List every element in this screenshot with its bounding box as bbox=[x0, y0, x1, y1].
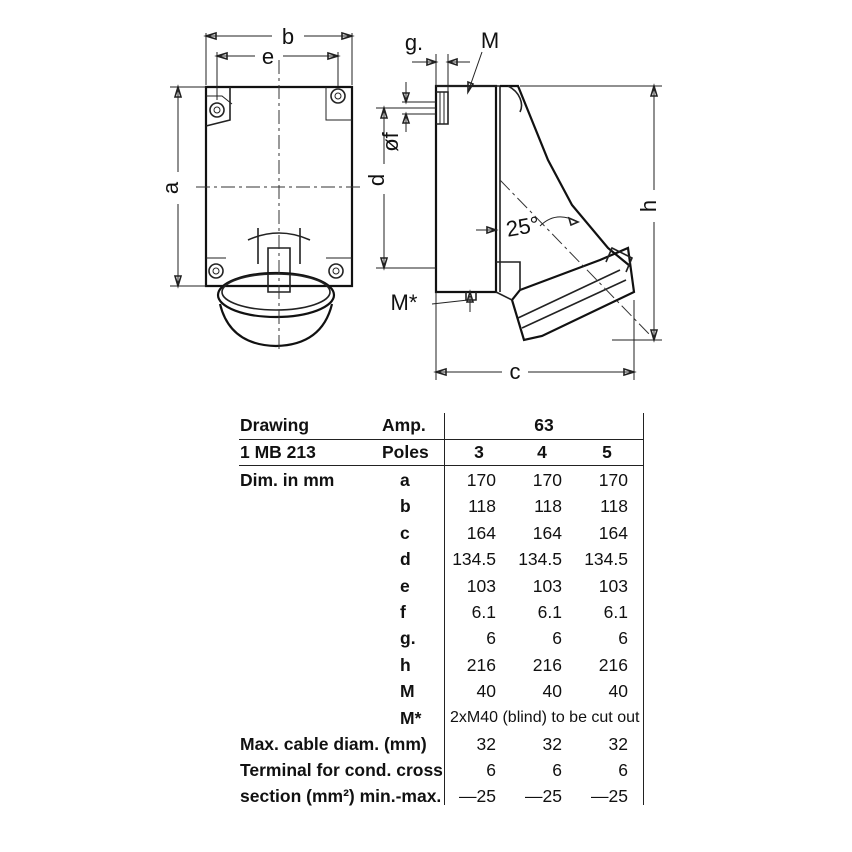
dim-value: 103 bbox=[598, 576, 628, 596]
dim-value: 170 bbox=[466, 470, 496, 490]
pole-3: 3 bbox=[474, 442, 484, 462]
dim-value: 118 bbox=[534, 496, 562, 516]
label-b: b bbox=[281, 24, 295, 49]
dim-label: Dim. in mm bbox=[240, 470, 335, 490]
table-right-rule bbox=[643, 413, 644, 805]
header-amp-value: 63 bbox=[534, 415, 554, 435]
dim-value: 216 bbox=[598, 655, 628, 675]
dim-value: 6 bbox=[618, 628, 628, 648]
dim-value: 134.5 bbox=[584, 549, 628, 569]
dim-value: 6.1 bbox=[537, 602, 562, 622]
dim-value: 164 bbox=[466, 523, 496, 543]
dim-key: h bbox=[400, 655, 411, 675]
table-vertical-rule bbox=[444, 413, 445, 805]
terminal-range-5: —25 bbox=[591, 786, 628, 806]
terminal-range-4: —25 bbox=[525, 786, 562, 806]
pole-5: 5 bbox=[602, 442, 612, 462]
header-drawing: Drawing bbox=[240, 415, 310, 435]
label-h: h bbox=[636, 199, 661, 213]
cable-value-4: 32 bbox=[542, 734, 562, 754]
dim-value: 170 bbox=[532, 470, 562, 490]
header-amp: Amp. bbox=[382, 415, 426, 435]
dim-value: 216 bbox=[532, 655, 562, 675]
cable-value-3: 32 bbox=[476, 734, 496, 754]
pole-4: 4 bbox=[537, 442, 547, 462]
label-g: g. bbox=[404, 30, 424, 55]
dim-key: g. bbox=[400, 628, 416, 648]
header-model: 1 MB 213 bbox=[240, 442, 316, 462]
dim-value: 164 bbox=[598, 523, 628, 543]
dim-value: 40 bbox=[542, 681, 562, 701]
label-e: e bbox=[261, 44, 275, 69]
mstar-key: M* bbox=[400, 708, 422, 728]
label-M: M bbox=[480, 28, 500, 53]
dim-key: d bbox=[400, 549, 411, 569]
dim-key: c bbox=[400, 523, 410, 543]
dim-value: 103 bbox=[532, 576, 562, 596]
dim-key: b bbox=[400, 496, 411, 516]
terminal-value-4: 6 bbox=[552, 760, 562, 780]
terminal-label-2: section (mm²) min.-max. bbox=[240, 786, 442, 806]
dim-value: 40 bbox=[608, 681, 628, 701]
dim-key: M bbox=[400, 681, 415, 701]
dim-value: 103 bbox=[466, 576, 496, 596]
label-d: d bbox=[364, 173, 389, 187]
label-a: a bbox=[158, 181, 183, 195]
terminal-range-3: —25 bbox=[459, 786, 496, 806]
label-c: c bbox=[509, 359, 521, 384]
dim-value: 216 bbox=[466, 655, 496, 675]
header-poles: Poles bbox=[382, 442, 429, 462]
label-f: øf bbox=[378, 132, 403, 152]
label-Mstar: M* bbox=[390, 290, 418, 315]
dim-value: 134.5 bbox=[518, 549, 562, 569]
label-angle: 25° bbox=[504, 211, 542, 242]
dim-value: 170 bbox=[598, 470, 628, 490]
terminal-value-3: 6 bbox=[486, 760, 496, 780]
dim-key: f bbox=[400, 602, 406, 622]
cable-value-5: 32 bbox=[608, 734, 628, 754]
dim-value: 6.1 bbox=[471, 602, 496, 622]
dim-value: 40 bbox=[476, 681, 496, 701]
dim-value: 6 bbox=[552, 628, 562, 648]
dim-value: 6 bbox=[486, 628, 496, 648]
dim-value: 134.5 bbox=[452, 549, 496, 569]
terminal-label-1: Terminal for cond. cross bbox=[240, 760, 443, 780]
dim-key: e bbox=[400, 576, 410, 596]
dim-value: 118 bbox=[600, 496, 628, 516]
terminal-value-5: 6 bbox=[618, 760, 628, 780]
mstar-note: 2xM40 (blind) to be cut out bbox=[450, 709, 640, 726]
dim-key: a bbox=[400, 470, 410, 490]
dim-value: 118 bbox=[468, 496, 496, 516]
dim-value: 164 bbox=[532, 523, 562, 543]
cable-label: Max. cable diam. (mm) bbox=[240, 734, 427, 754]
table-rule-2 bbox=[239, 465, 644, 466]
dim-value: 6.1 bbox=[603, 602, 628, 622]
